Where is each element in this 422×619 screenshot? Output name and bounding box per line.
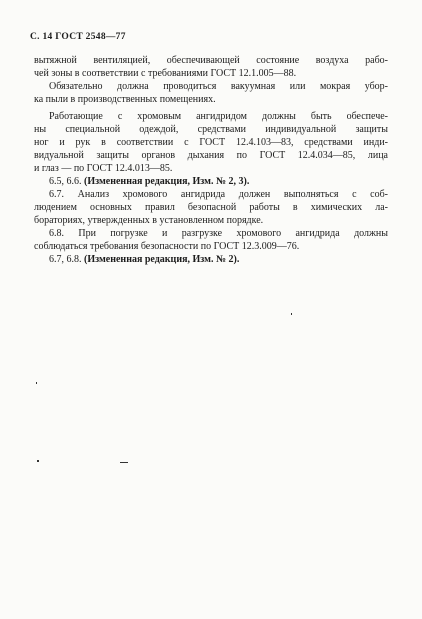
amendment-note	[49, 176, 388, 188]
text-line: людением основных правил безопасной работы в химических ла-	[34, 202, 388, 213]
text-line: ка пыли в производственных помещениях.	[34, 94, 216, 105]
text-line: 6.8. При погрузке и разгрузке хромового ангидрида должны	[49, 228, 388, 239]
amendment-bold: (Измененная редакция, Изм. № 2, 3).	[84, 176, 250, 187]
page-header: С. 14 ГОСТ 2548—77	[30, 32, 126, 42]
text-line: соблюдаться требования безопасности по ГОСТ 12.3.009—76.	[34, 241, 300, 252]
text-line: Обязательно должна проводиться вакуумная или мокрая убор-	[49, 81, 388, 92]
scan-speck	[36, 382, 37, 384]
text-line: Работающие с хромовым ангидридом должны быть обеспече-	[49, 111, 388, 122]
amendment-prefix: 6.7, 6.8.	[49, 254, 84, 265]
text-line: видуальной защиты органов дыхания по ГОСТ 12.4.034—85, лица	[34, 150, 388, 161]
amendment-prefix: 6.5, 6.6.	[49, 176, 84, 187]
scan-speck	[120, 462, 128, 463]
text-line: ног и рук в соответствии с ГОСТ 12.4.103—83, средствами инди-	[34, 137, 388, 148]
text-line: и глаз — по ГОСТ 12.4.013—85.	[34, 163, 173, 174]
scan-speck	[291, 313, 292, 315]
amendment-bold: (Измененная редакция, Изм. № 2).	[84, 254, 240, 265]
amendment-note	[49, 254, 388, 266]
scan-speck	[37, 460, 39, 462]
text-line: вытяжной вентиляцией, обеспечивающей состояние воздуха рабо-	[34, 55, 388, 66]
text-line: ны специальной одеждой, средствами индивидуальной защиты	[34, 124, 388, 135]
text-line: бораториях, утвержденных в установленном порядке.	[34, 215, 264, 226]
text-line: чей зоны в соответствии с требованиями ГОСТ 12.1.005—88.	[34, 68, 297, 79]
text-line: 6.7. Анализ хромового ангидрида должен выполняться с соб-	[49, 189, 388, 200]
